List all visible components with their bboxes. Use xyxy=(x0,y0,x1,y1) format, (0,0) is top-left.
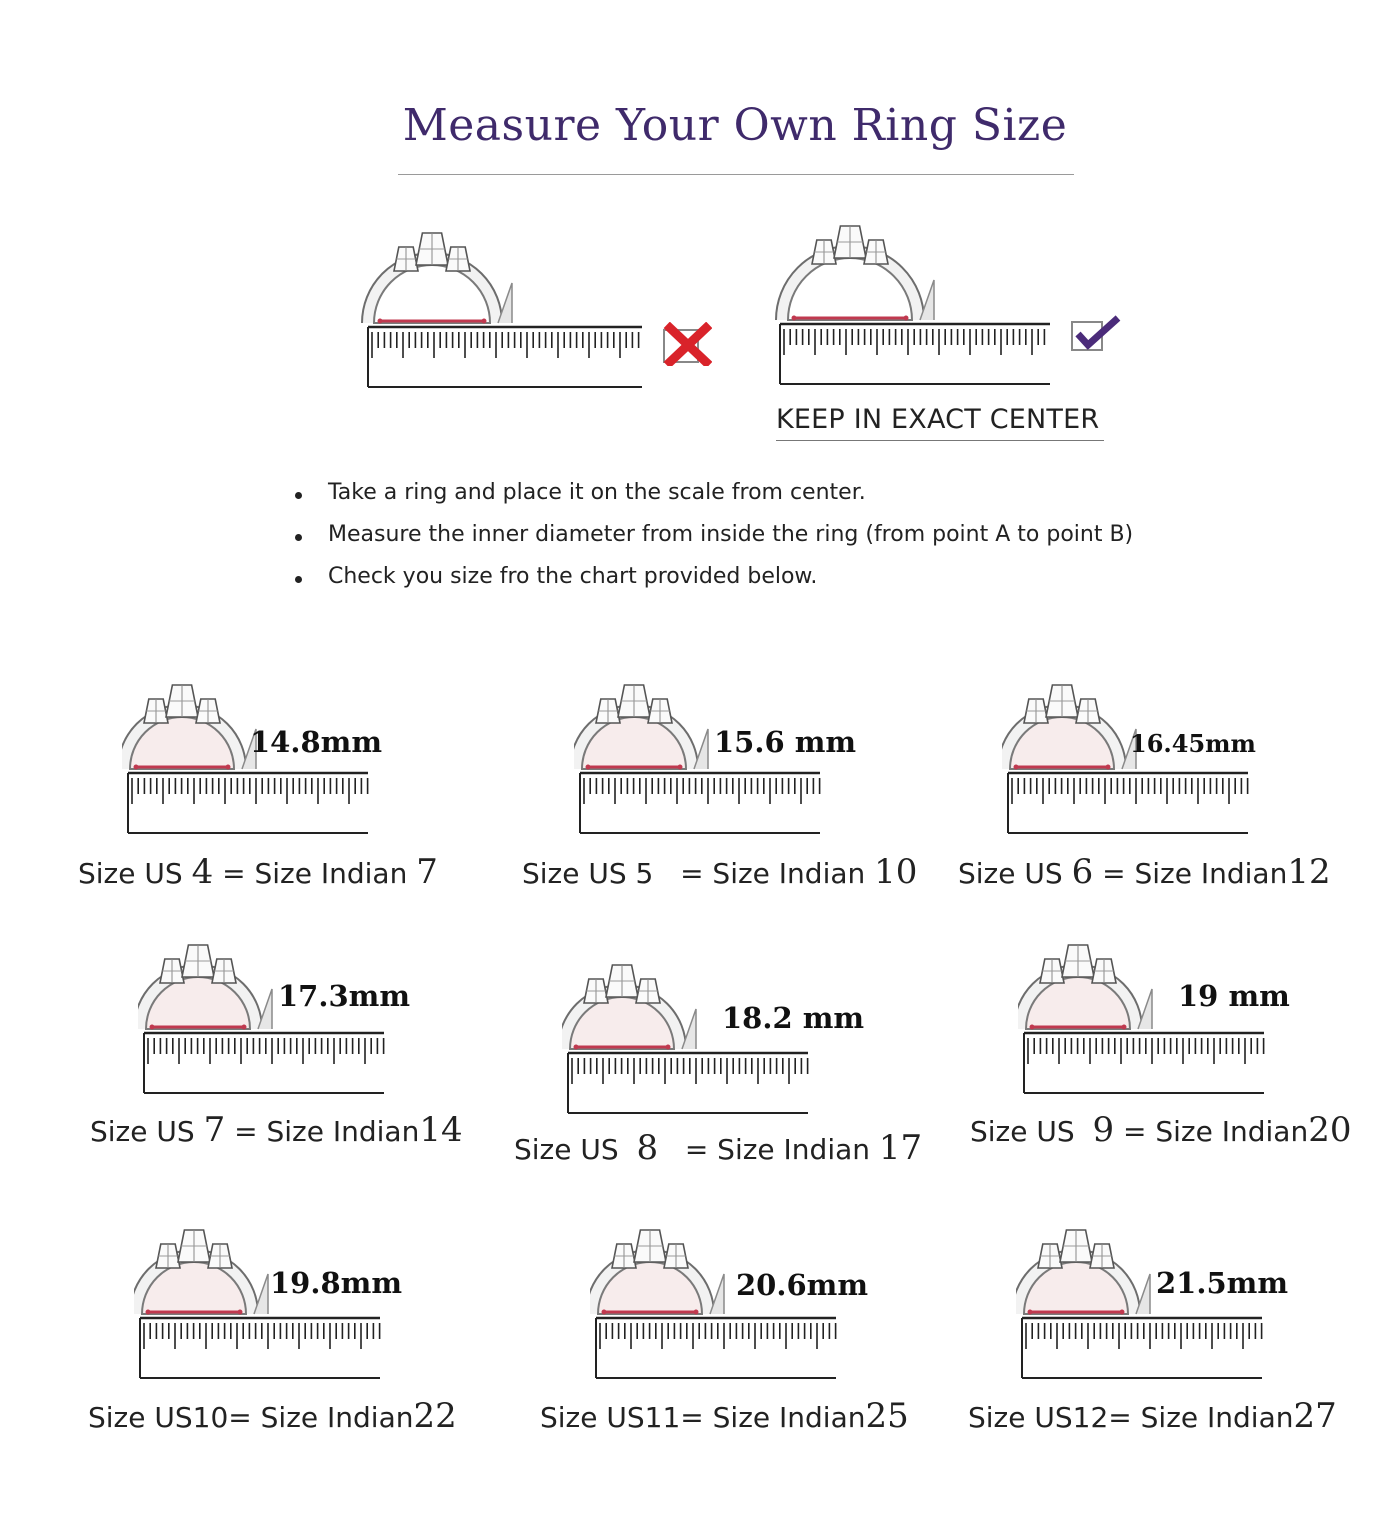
size-conversion-us5: Size US 5 = Size Indian 10 xyxy=(522,852,918,892)
inner-diameter-label: 19.8mm xyxy=(270,1266,403,1300)
keep-center-label: KEEP IN EXACT CENTER xyxy=(776,404,1100,435)
instruction-item: Check you size fro the chart provided below. xyxy=(290,564,1133,606)
size-conversion-us6: Size US 6 = Size Indian12 xyxy=(958,852,1331,892)
size-conversion-us4: Size US 4 = Size Indian 7 xyxy=(78,852,438,892)
size-conversion-us11: Size US11= Size Indian25 xyxy=(540,1396,909,1436)
inner-diameter-label: 18.2 mm xyxy=(722,1001,865,1035)
size-conversion-us7: Size US 7 = Size Indian14 xyxy=(90,1110,463,1150)
ring-on-scale-illustration xyxy=(138,935,403,1095)
ring-on-scale-illustration xyxy=(1016,1220,1281,1380)
ring-centered-illustration xyxy=(772,220,1057,390)
instruction-item: Measure the inner diameter from inside the ring (from point A to point B) xyxy=(290,522,1133,564)
title-divider xyxy=(398,174,1074,175)
ring-on-scale-illustration xyxy=(134,1220,399,1380)
ring-on-scale-illustration xyxy=(562,955,827,1115)
size-conversion-us12: Size US12= Size Indian27 xyxy=(968,1396,1337,1436)
inner-diameter-label: 15.6 mm xyxy=(714,725,857,759)
inner-diameter-label: 20.6mm xyxy=(736,1268,869,1302)
instruction-list xyxy=(290,480,1133,606)
inner-diameter-label: 21.5mm xyxy=(1156,1266,1289,1300)
inner-diameter-label: 14.8mm xyxy=(250,725,383,759)
ring-off-center-illustration xyxy=(360,205,645,390)
instruction-item: Take a ring and place it on the scale from center. xyxy=(290,480,1133,522)
inner-diameter-label: 16.45mm xyxy=(1130,729,1256,758)
red-x-mark-icon xyxy=(660,322,712,366)
size-conversion-us10: Size US10= Size Indian22 xyxy=(88,1396,457,1436)
check-mark-icon xyxy=(1068,312,1124,354)
size-conversion-us9: Size US 9 = Size Indian20 xyxy=(970,1110,1352,1150)
ring-on-scale-illustration xyxy=(1018,935,1283,1095)
keep-center-underline xyxy=(776,440,1104,441)
size-conversion-us8: Size US 8 = Size Indian 17 xyxy=(514,1128,923,1168)
page-title: Measure Your Own Ring Size xyxy=(402,100,1068,151)
inner-diameter-label: 19 mm xyxy=(1178,979,1290,1013)
inner-diameter-label: 17.3mm xyxy=(278,979,411,1013)
